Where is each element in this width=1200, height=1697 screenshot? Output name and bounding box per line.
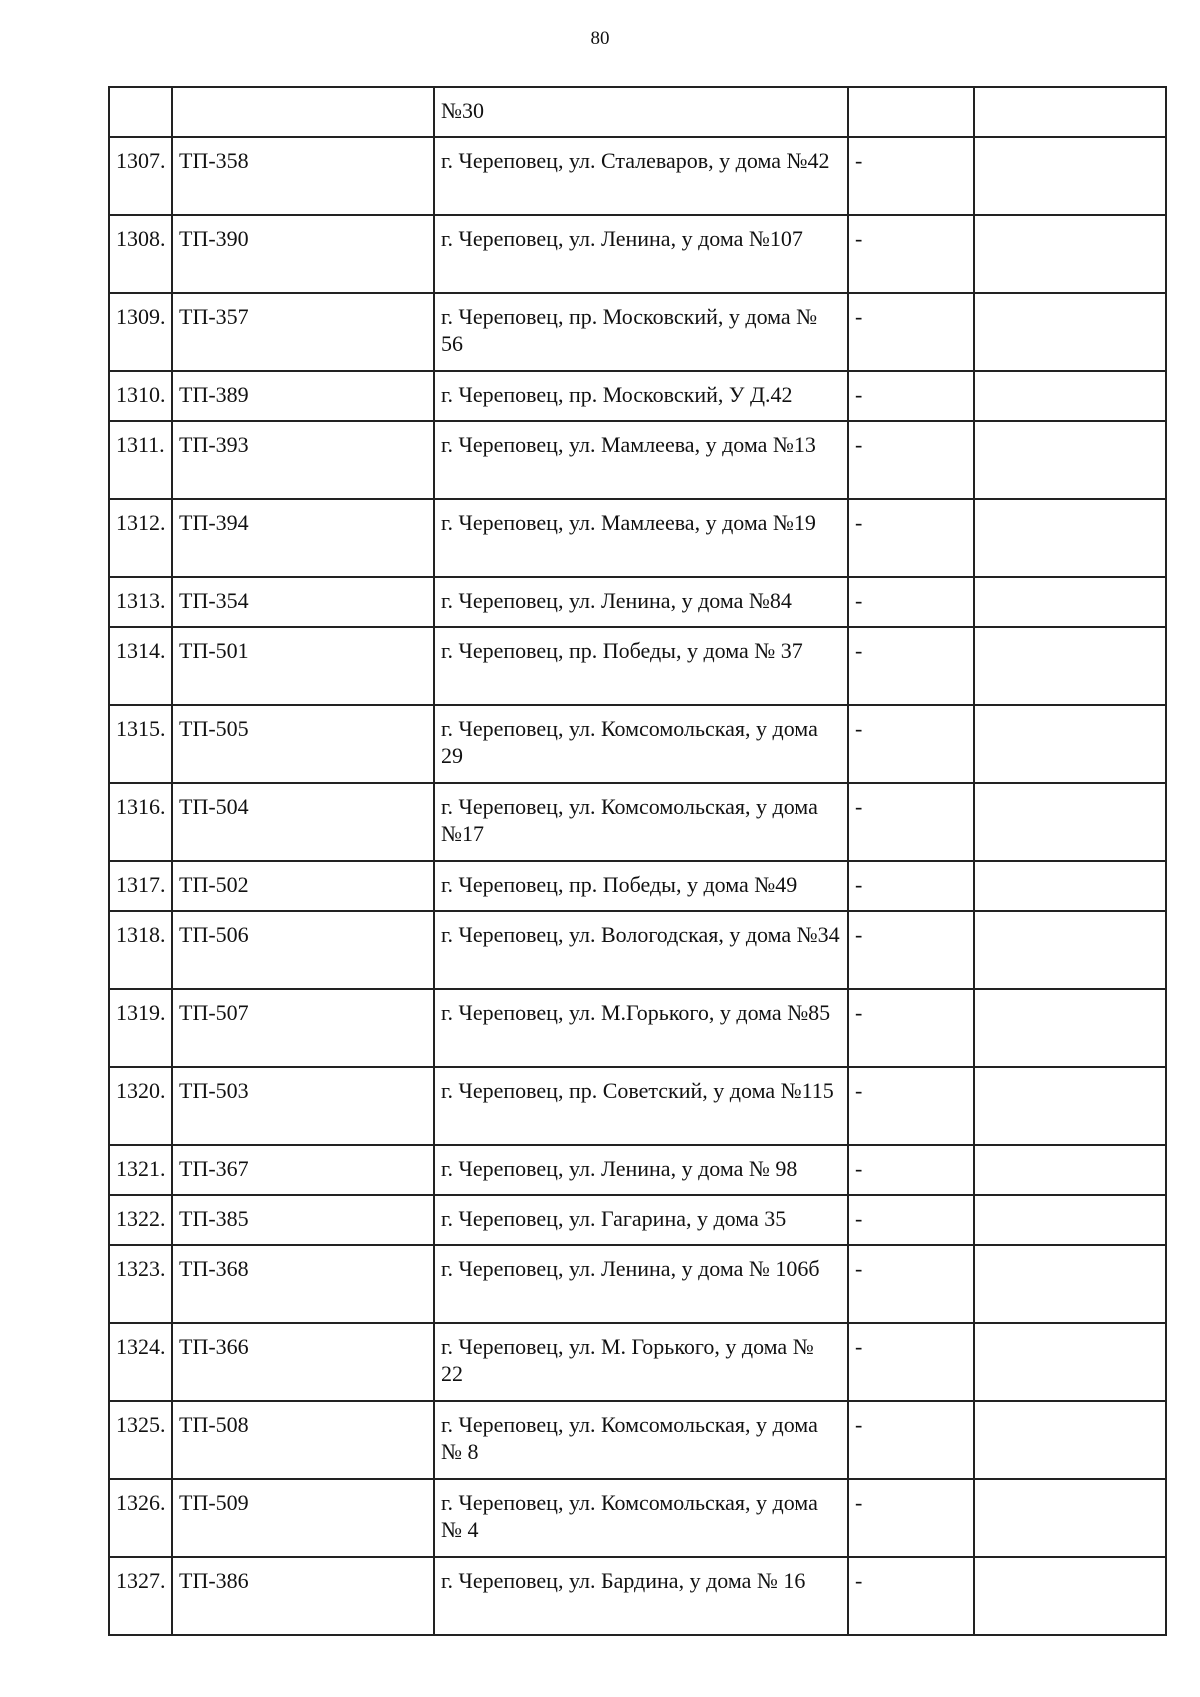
cell-col5 [974, 1195, 1166, 1245]
cell-col4: - [848, 577, 974, 627]
cell-number: 1324. [109, 1323, 172, 1401]
cell-number: 1318. [109, 911, 172, 989]
table-row [109, 371, 1166, 421]
cell-code: ТП-389 [172, 371, 434, 421]
cell-col4: - [848, 705, 974, 783]
cell-code: ТП-386 [172, 1557, 434, 1635]
cell-col5 [974, 215, 1166, 293]
table-row [109, 627, 1166, 705]
cell-number: 1321. [109, 1145, 172, 1195]
table-row [109, 137, 1166, 215]
cell-address: г. Череповец, ул. Сталеваров, у дома №42 [434, 137, 848, 215]
cell-number: 1322. [109, 1195, 172, 1245]
cell-col4: - [848, 1245, 974, 1323]
cell-number: 1320. [109, 1067, 172, 1145]
cell-number: 1313. [109, 577, 172, 627]
cell-col5 [974, 1557, 1166, 1635]
cell-col4: - [848, 1067, 974, 1145]
table-row [109, 783, 1166, 861]
cell-address: №30 [434, 87, 848, 137]
table-row [109, 293, 1166, 371]
cell-col5 [974, 861, 1166, 911]
cell-col5 [974, 577, 1166, 627]
cell-col5 [974, 87, 1166, 137]
cell-col4: - [848, 137, 974, 215]
table-row [109, 1067, 1166, 1145]
table-row [109, 1401, 1166, 1479]
cell-col5 [974, 421, 1166, 499]
cell-col4: - [848, 861, 974, 911]
cell-col4 [848, 87, 974, 137]
table-row [109, 499, 1166, 577]
cell-code: ТП-501 [172, 627, 434, 705]
cell-col5 [974, 705, 1166, 783]
cell-address: г. Череповец, ул. Комсомольская, у дома 29 [434, 705, 848, 783]
cell-code: ТП-509 [172, 1479, 434, 1557]
cell-number: 1319. [109, 989, 172, 1067]
cell-col4: - [848, 1401, 974, 1479]
cell-col5 [974, 1245, 1166, 1323]
cell-number: 1325. [109, 1401, 172, 1479]
cell-col5 [974, 499, 1166, 577]
cell-col4: - [848, 783, 974, 861]
table-row [109, 1323, 1166, 1401]
table-row-continuation [109, 87, 1166, 137]
cell-number: 1323. [109, 1245, 172, 1323]
cell-col4: - [848, 1323, 974, 1401]
cell-col5 [974, 627, 1166, 705]
cell-col4: - [848, 1479, 974, 1557]
cell-address: г. Череповец, пр. Победы, у дома №49 [434, 861, 848, 911]
cell-col5 [974, 1067, 1166, 1145]
cell-code: ТП-393 [172, 421, 434, 499]
cell-address: г. Череповец, ул. М. Горького, у дома № 22 [434, 1323, 848, 1401]
cell-code: ТП-385 [172, 1195, 434, 1245]
cell-col4: - [848, 989, 974, 1067]
cell-number: 1312. [109, 499, 172, 577]
cell-code: ТП-390 [172, 215, 434, 293]
cell-col5 [974, 783, 1166, 861]
table-row [109, 911, 1166, 989]
cell-address: г. Череповец, ул. Комсомольская, у дома № 4 [434, 1479, 848, 1557]
cell-code: ТП-354 [172, 577, 434, 627]
cell-address: г. Череповец, ул. Ленина, у дома № 106б [434, 1245, 848, 1323]
cell-code: ТП-508 [172, 1401, 434, 1479]
cell-number: 1314. [109, 627, 172, 705]
cell-address: г. Череповец, пр. Московский, У Д.42 [434, 371, 848, 421]
cell-code: ТП-394 [172, 499, 434, 577]
cell-address: г. Череповец, ул. Ленина, у дома №107 [434, 215, 848, 293]
cell-col4: - [848, 1145, 974, 1195]
table-row [109, 989, 1166, 1067]
substation-table [108, 86, 1167, 1636]
cell-col4: - [848, 627, 974, 705]
cell-col4: - [848, 215, 974, 293]
cell-code: ТП-366 [172, 1323, 434, 1401]
cell-col5 [974, 371, 1166, 421]
table-row [109, 421, 1166, 499]
cell-col4: - [848, 1195, 974, 1245]
cell-address: г. Череповец, ул. М.Горького, у дома №85 [434, 989, 848, 1067]
cell-number: 1316. [109, 783, 172, 861]
cell-number: 1310. [109, 371, 172, 421]
cell-address: г. Череповец, ул. Комсомольская, у дома №17 [434, 783, 848, 861]
table-row [109, 705, 1166, 783]
cell-number: 1326. [109, 1479, 172, 1557]
cell-code: ТП-357 [172, 293, 434, 371]
cell-col4: - [848, 293, 974, 371]
cell-code: ТП-505 [172, 705, 434, 783]
table-row [109, 1557, 1166, 1635]
cell-address: г. Череповец, пр. Советский, у дома №115 [434, 1067, 848, 1145]
cell-code: ТП-503 [172, 1067, 434, 1145]
cell-code: ТП-367 [172, 1145, 434, 1195]
cell-code: ТП-358 [172, 137, 434, 215]
cell-address: г. Череповец, ул. Ленина, у дома № 98 [434, 1145, 848, 1195]
cell-code: ТП-368 [172, 1245, 434, 1323]
cell-number: 1311. [109, 421, 172, 499]
cell-col4: - [848, 421, 974, 499]
cell-col5 [974, 1479, 1166, 1557]
cell-address: г. Череповец, пр. Победы, у дома № 37 [434, 627, 848, 705]
cell-number: 1327. [109, 1557, 172, 1635]
cell-number [109, 87, 172, 137]
cell-col4: - [848, 499, 974, 577]
cell-code: ТП-504 [172, 783, 434, 861]
cell-col5 [974, 989, 1166, 1067]
cell-code: ТП-502 [172, 861, 434, 911]
table-row [109, 577, 1166, 627]
cell-col4: - [848, 1557, 974, 1635]
cell-col5 [974, 911, 1166, 989]
cell-number: 1309. [109, 293, 172, 371]
table-row [109, 215, 1166, 293]
cell-col5 [974, 293, 1166, 371]
cell-number: 1315. [109, 705, 172, 783]
cell-code: ТП-506 [172, 911, 434, 989]
table-row [109, 1195, 1166, 1245]
cell-address: г. Череповец, ул. Мамлеева, у дома №13 [434, 421, 848, 499]
cell-number: 1307. [109, 137, 172, 215]
cell-col5 [974, 1401, 1166, 1479]
page-number: 80 [590, 28, 610, 49]
cell-code [172, 87, 434, 137]
cell-address: г. Череповец, ул. Мамлеева, у дома №19 [434, 499, 848, 577]
cell-code: ТП-507 [172, 989, 434, 1067]
cell-number: 1317. [109, 861, 172, 911]
table-row [109, 1145, 1166, 1195]
cell-col5 [974, 137, 1166, 215]
cell-number: 1308. [109, 215, 172, 293]
cell-col5 [974, 1145, 1166, 1195]
table-row [109, 861, 1166, 911]
cell-address: г. Череповец, пр. Московский, у дома № 56 [434, 293, 848, 371]
table-row [109, 1479, 1166, 1557]
cell-address: г. Череповец, ул. Бардина, у дома № 16 [434, 1557, 848, 1635]
table-body [109, 87, 1166, 1635]
cell-col4: - [848, 911, 974, 989]
cell-col5 [974, 1323, 1166, 1401]
cell-address: г. Череповец, ул. Гагарина, у дома 35 [434, 1195, 848, 1245]
table-row [109, 1245, 1166, 1323]
cell-address: г. Череповец, ул. Комсомольская, у дома № 8 [434, 1401, 848, 1479]
cell-address: г. Череповец, ул. Ленина, у дома №84 [434, 577, 848, 627]
cell-col4: - [848, 371, 974, 421]
cell-address: г. Череповец, ул. Вологодская, у дома №34 [434, 911, 848, 989]
